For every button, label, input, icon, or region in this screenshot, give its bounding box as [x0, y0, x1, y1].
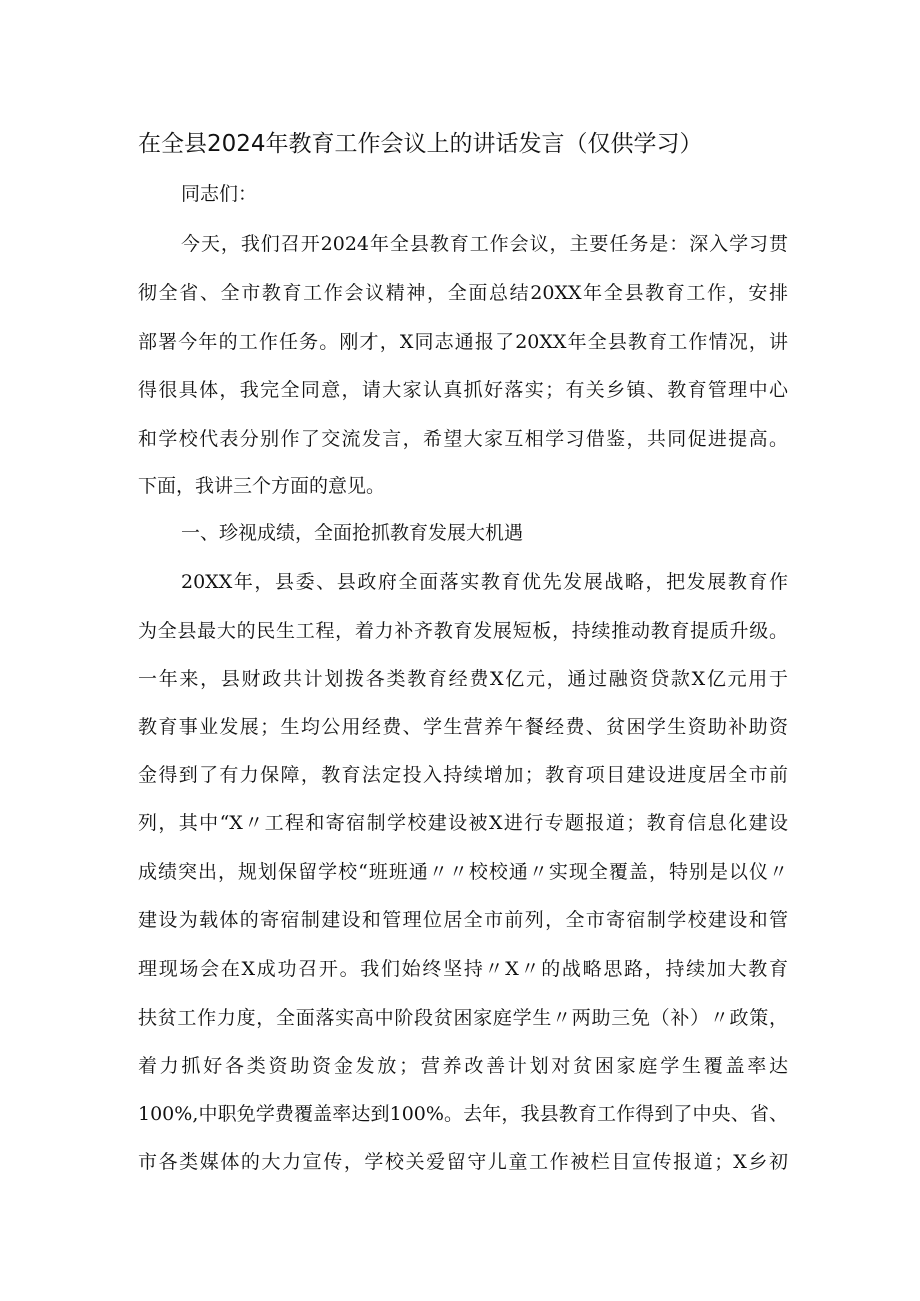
salutation: 同志们：	[181, 183, 258, 205]
paragraph-line: 理现场会在X成功召开。我们始终坚持〃X〃的战略思路，持续加大教育	[138, 958, 788, 980]
paragraph-line: 100%,中职免学费覆盖率达到100%。去年，我县教育工作得到了中央、省、	[138, 1103, 788, 1125]
paragraph-line: 教育事业发展；生均公用经费、学生营养午餐经费、贫困学生资助补助资	[138, 716, 788, 738]
paragraph-line: 成绩突出，规划保留学校“班班通〃〃校校通〃实现全覆盖，特别是以仪〃	[138, 861, 788, 883]
paragraph-line: 着力抓好各类资助资金发放；营养改善计划对贫困家庭学生覆盖率达	[138, 1055, 788, 1077]
paragraph-line: 得很具体，我完全同意，请大家认真抓好落实；有关乡镇、教育管理中心	[138, 379, 788, 401]
paragraph-line: 扶贫工作力度，全面落实高中阶段贫困家庭学生〃两助三免（补）〃政策，	[138, 1007, 788, 1029]
paragraph-line: 下面，我讲三个方面的意见。	[138, 475, 386, 497]
paragraph-line: 20XX年，县委、县政府全面落实教育优先发展战略，把发展教育作	[181, 571, 788, 593]
paragraph-line: 列，其中“X〃工程和寄宿制学校建设被X进行专题报道；教育信息化建设	[138, 812, 788, 834]
paragraph-line: 和学校代表分别作了交流发言，希望大家互相学习借鉴，共同促进提高。	[138, 428, 788, 450]
paragraph-line: 市各类媒体的大力宣传，学校关爱留守儿童工作被栏目宣传报道；X乡初	[138, 1151, 788, 1173]
paragraph-line: 建设为载体的寄宿制建设和管理位居全市前列，全市寄宿制学校建设和管	[138, 909, 788, 931]
paragraph-line: 部署今年的工作任务。刚才，X同志通报了20XX年全县教育工作情况，讲	[138, 331, 788, 353]
paragraph-line: 彻全省、全市教育工作会议精神，全面总结20XX年全县教育工作，安排	[138, 282, 788, 304]
paragraph-line: 今天，我们召开2024年全县教育工作会议，主要任务是：深入学习贯	[181, 233, 788, 255]
section-heading: 一、珍视成绩，全面抢抓教育发展大机遇	[181, 522, 524, 544]
paragraph-line: 为全县最大的民生工程，着力补齐教育发展短板，持续推动教育提质升级。	[138, 620, 788, 642]
paragraph-line: 金得到了有力保障，教育法定投入持续增加；教育项目建设进度居全市前	[138, 764, 788, 786]
document-title: 在全县2024年教育工作会议上的讲话发言（仅供学习）	[138, 131, 703, 157]
paragraph-line: 一年来，县财政共计划拨各类教育经费X亿元，通过融资贷款X亿元用于	[138, 668, 788, 690]
